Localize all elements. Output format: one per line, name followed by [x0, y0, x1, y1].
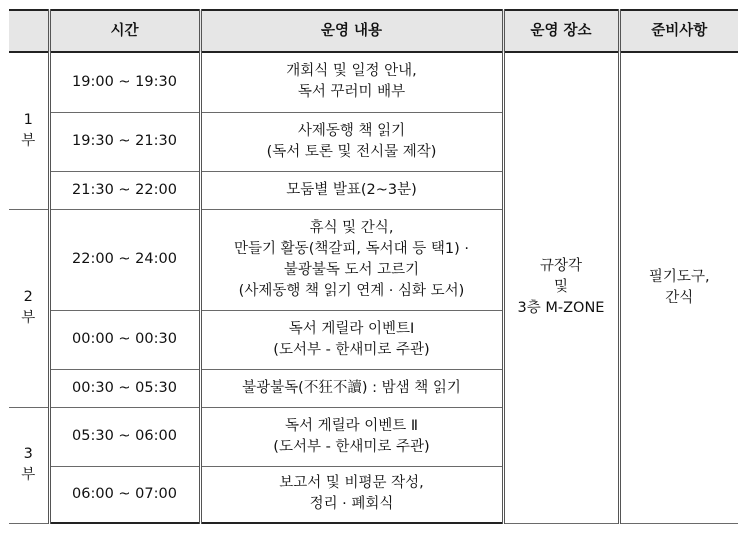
- header-place: 운영 장소: [503, 10, 619, 52]
- header-content: 운영 내용: [200, 10, 503, 52]
- content-line: 정리 · 폐회식: [309, 496, 394, 513]
- content-cell: [200, 466, 503, 523]
- content-line: (사제동행 책 읽기 연계 · 심화 도서): [238, 282, 465, 299]
- content-line: 보고서 및 비평문 작성,: [279, 475, 424, 492]
- time-cell: 05:30 ~ 06:00: [49, 407, 200, 466]
- table-row: [9, 52, 738, 112]
- content-line: (독서 토론 및 전시물 제작): [266, 143, 437, 160]
- part-2-text: [9, 287, 48, 329]
- prep-line: 간식: [665, 289, 694, 306]
- header-prep: 준비사항: [619, 10, 738, 52]
- time-cell: 22:00 ~ 24:00: [49, 209, 200, 310]
- content-line: 불광불독 도서 고르기: [283, 261, 420, 278]
- part-1-text: [9, 110, 48, 152]
- content-line: 모둠별 발표(2~3분): [286, 181, 417, 198]
- part-label-3: [9, 407, 49, 523]
- part-label-line: 3: [23, 446, 33, 462]
- prep-line: 필기도구,: [648, 268, 710, 285]
- part-label-line: 부: [21, 467, 36, 483]
- part-label-line: 1: [23, 111, 33, 128]
- content-cell: [200, 209, 503, 310]
- content-line: (도서부 - 한새미로 주관): [273, 341, 430, 358]
- content-line: 불광불독(不狂不讀) : 밤샘 책 읽기: [242, 379, 461, 396]
- content-cell: [200, 369, 503, 407]
- content-line: 개회식 및 일정 안내,: [286, 63, 417, 80]
- part-label-line: 부: [21, 310, 36, 326]
- place-line: 규장각: [539, 258, 583, 275]
- time-cell: 19:30 ~ 21:30: [49, 112, 200, 171]
- content-cell: [200, 407, 503, 466]
- time-cell: 19:00 ~ 19:30: [49, 52, 200, 112]
- part-3-text: [9, 444, 48, 486]
- content-cell: [200, 112, 503, 171]
- part-label-1: [9, 52, 49, 209]
- schedule-table: [9, 9, 738, 524]
- header-row: [9, 10, 738, 52]
- time-cell: 00:00 ~ 00:30: [49, 310, 200, 369]
- place-line: 및: [553, 279, 568, 296]
- content-line: 만들기 활동(책갈피, 독서대 등 택1) ·: [234, 240, 469, 257]
- place-line: 3층 M-ZONE: [517, 300, 605, 317]
- part-label-line: 부: [21, 132, 36, 149]
- prep-cell: [619, 52, 738, 523]
- header-time: 시간: [49, 10, 200, 52]
- time-cell: 06:00 ~ 07:00: [49, 466, 200, 523]
- part-label-2: [9, 209, 49, 407]
- place-cell: [503, 52, 619, 523]
- content-cell: [200, 310, 503, 369]
- content-cell: [200, 52, 503, 112]
- content-line: 독서 게릴라 이벤트 Ⅱ: [284, 417, 419, 434]
- part-label-line: 2: [23, 289, 33, 305]
- time-cell: 21:30 ~ 22:00: [49, 171, 200, 209]
- content-line: (도서부 - 한새미로 주관): [273, 438, 430, 455]
- time-cell: 00:30 ~ 05:30: [49, 369, 200, 407]
- header-part: [9, 10, 49, 52]
- content-line: 휴식 및 간식,: [309, 219, 394, 236]
- content-line: 사제동행 책 읽기: [297, 122, 406, 139]
- content-cell: [200, 171, 503, 209]
- content-line: 독서 게릴라 이벤트Ⅰ: [288, 320, 415, 337]
- content-line: 독서 꾸러미 배부: [297, 84, 406, 101]
